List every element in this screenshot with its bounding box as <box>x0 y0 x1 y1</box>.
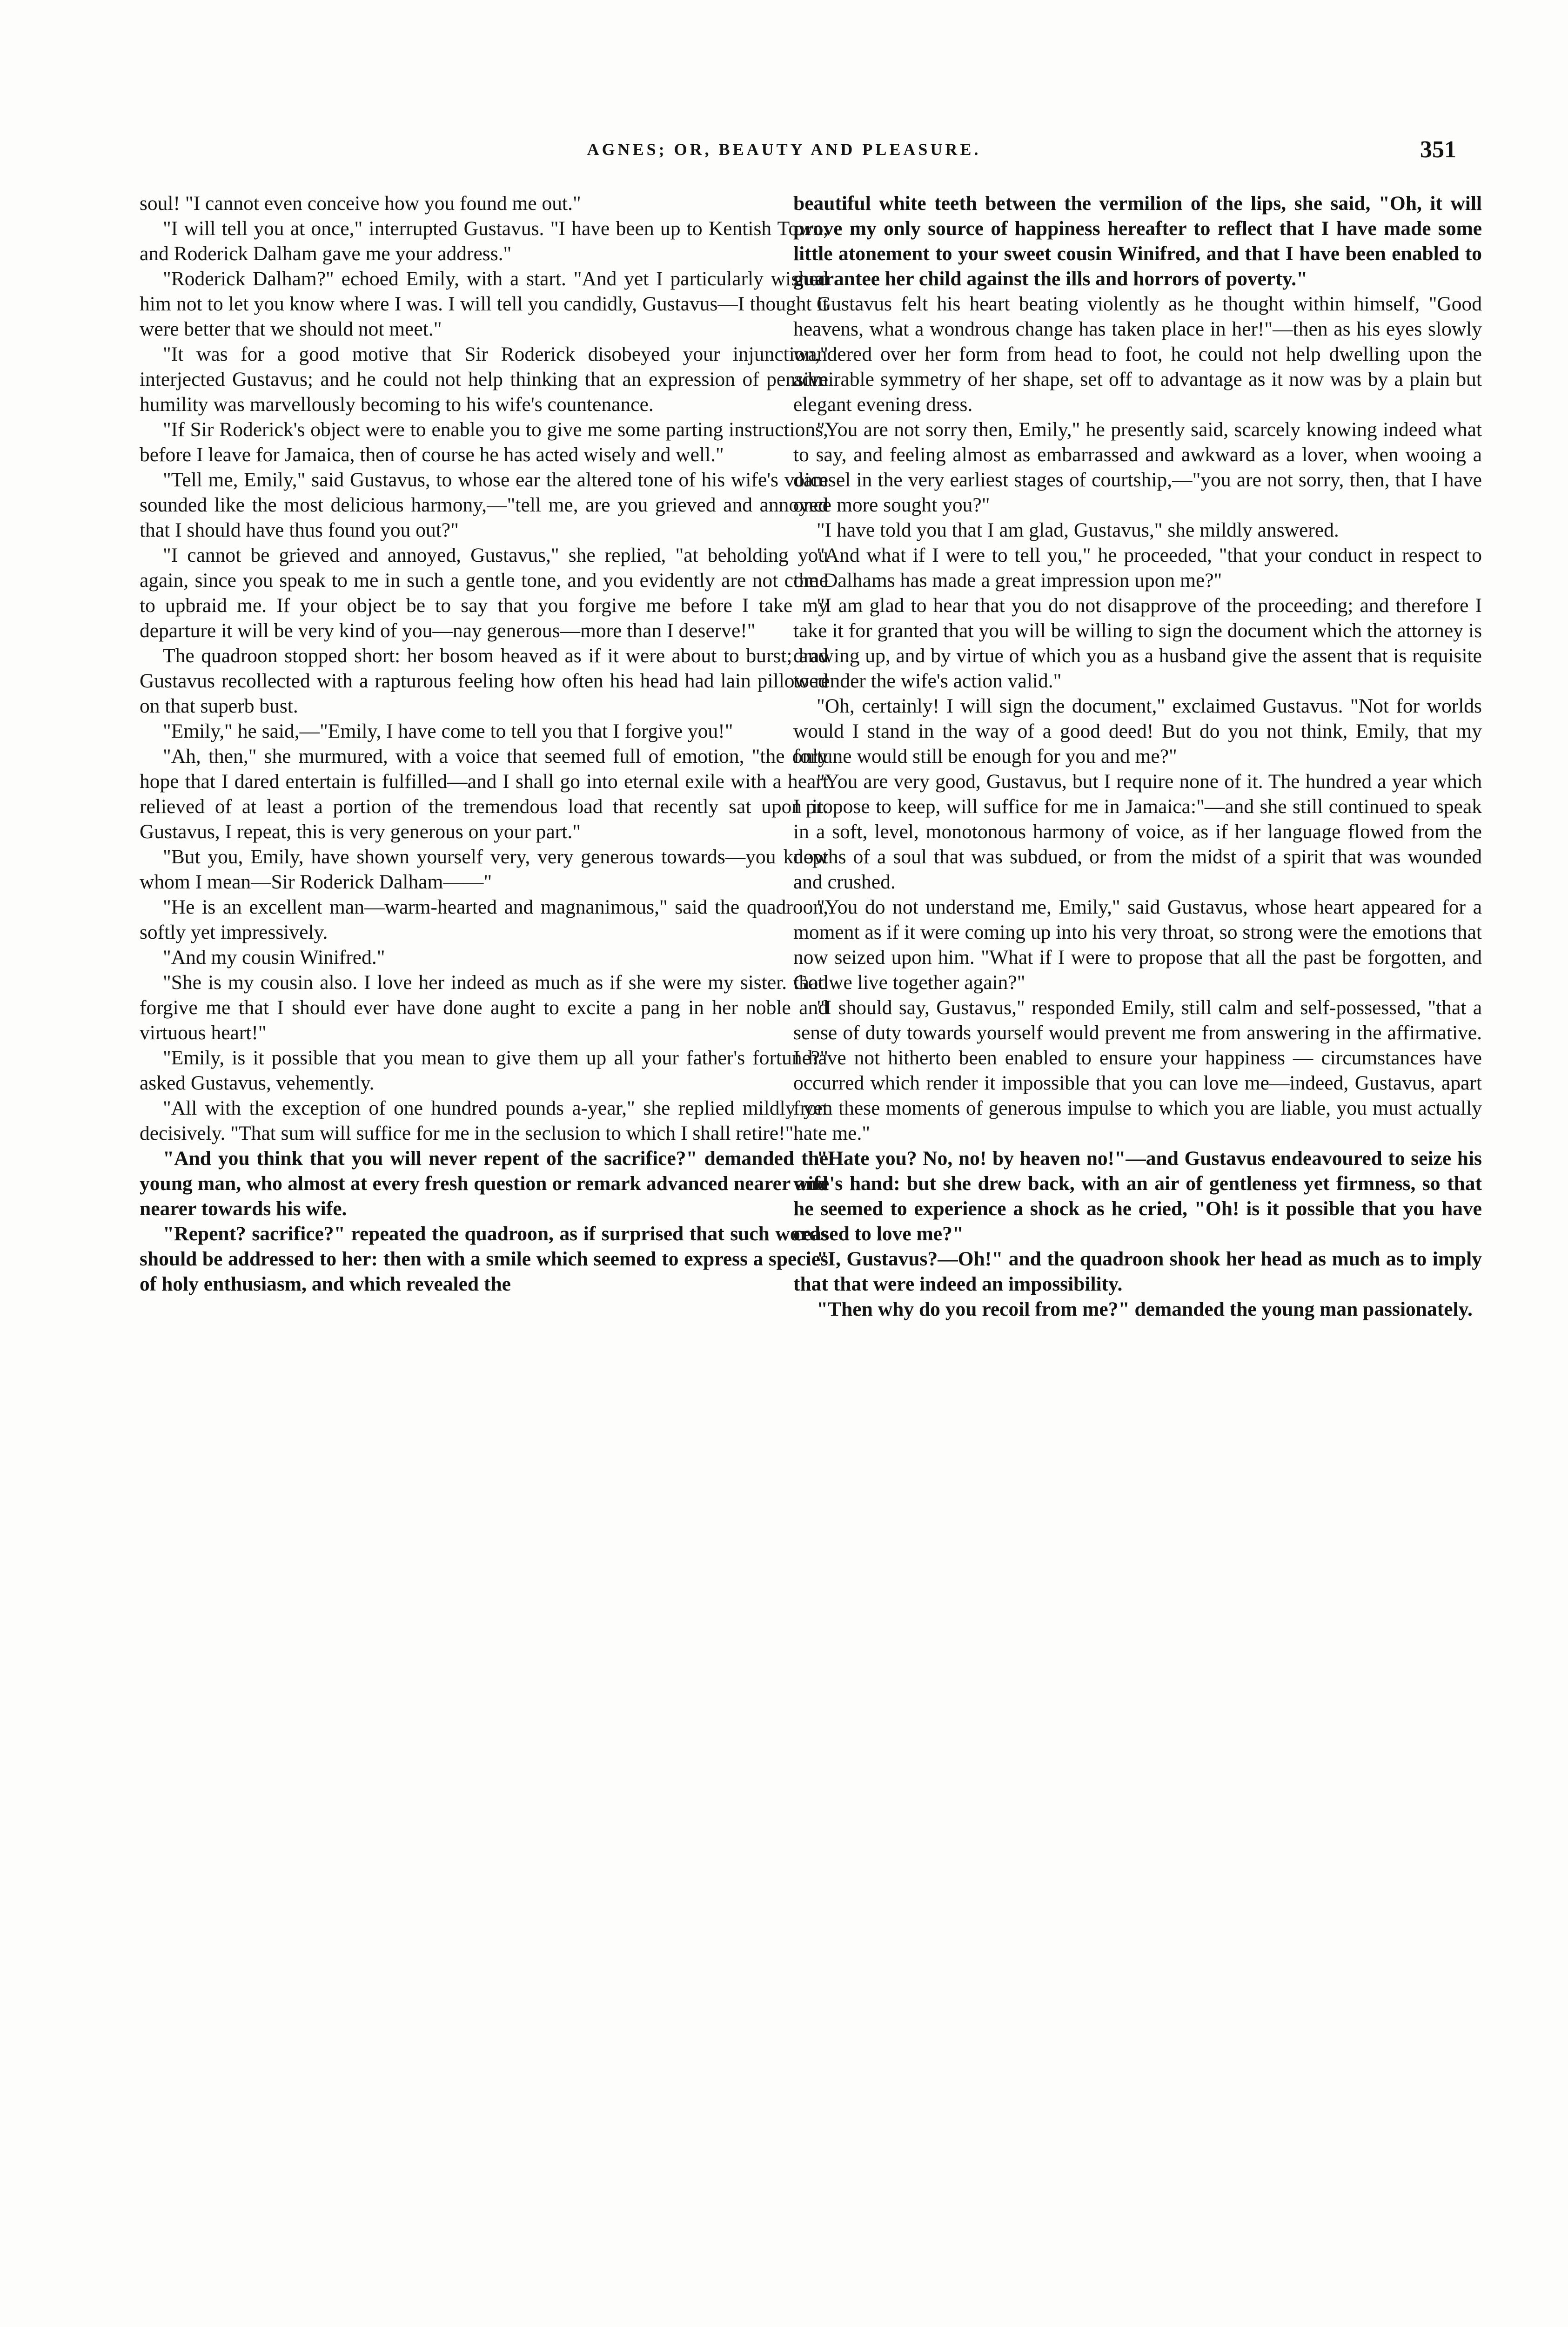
paragraph: "I am glad to hear that you do not disapprove of the proceeding; and therefore I take it for granted that you will be willing to sign the document which the attorney is drawing up, and by virtue of which you as a husband give the assent that is requisite to render the wife's action valid." <box>793 594 1482 692</box>
paragraph: "She is my cousin also. I love her indeed as much as if she were my sister. God forgive me that I should ever have done aught to excite a pang in her noble and virtuous heart!" <box>140 971 828 1044</box>
running-title: AGNES; OR, BEAUTY AND PLEASURE. <box>587 140 981 159</box>
page-number: 351 <box>1420 136 1456 163</box>
paragraph: "Repent? sacrifice?" repeated the quadroon, as if surprised that such words should be addressed to her: then with a smile which seemed to express a species of holy enthusiasm, and which revealed the <box>140 1223 828 1295</box>
paragraph: "And you think that you will never repent of the sacrifice?" demanded the young man, who almost at every fresh question or remark advanced nearer and nearer towards his wife. <box>140 1147 828 1220</box>
paragraph: Gustavus felt his heart beating violently as he thought within himself, "Good heavens, what a wondrous change has taken place in her!"—then as his eyes slowly wandered over her form from head to foot, he could not help dwelling upon the admirable symmetry of her shape, set off to advantage as it now was by a plain but elegant evening dress. <box>793 293 1482 416</box>
paragraph: "I, Gustavus?—Oh!" and the quadroon shook her head as much as to imply that that were indeed an impossibility. <box>793 1248 1482 1295</box>
left-text-column <box>140 191 828 2304</box>
paragraph: "It was for a good motive that Sir Roderick disobeyed your injunction," interjected Gustavus; and he could not help thinking that an expression of pensive humility was marvellously becoming to his wife's countenance. <box>140 343 828 416</box>
paragraph: "But you, Emily, have shown yourself very, very generous towards—you know whom I mean—Sir Roderick Dalham——" <box>140 846 828 893</box>
paragraph: "Tell me, Emily," said Gustavus, to whose ear the altered tone of his wife's voice sounded like the most delicious harmony,—"tell me, are you grieved and annoyed that I should have thus found you out?" <box>140 469 828 541</box>
right-text-column <box>793 191 1482 2304</box>
paragraph: "You are very good, Gustavus, but I require none of it. The hundred a year which I propose to keep, will suffice for me in Jamaica:"—and she still continued to speak in a soft, level, monotonous harmony of voice, as if her language flowed from the depths of a soul that was subdued, or from the midst of a spirit that was wounded and crushed. <box>793 770 1482 893</box>
paragraph: "And my cousin Winifred." <box>163 946 385 968</box>
paragraph: "Roderick Dalham?" echoed Emily, with a start. "And yet I particularly wished him not to let you know where I was. I will tell you candidly, Gustavus—I thought it were better that we should not meet." <box>140 268 828 340</box>
paragraph: "I have told you that I am glad, Gustavus," she mildly answered. <box>817 519 1339 541</box>
paragraph: "I should say, Gustavus," responded Emily, still calm and self-possessed, "that a sense of duty towards yourself would prevent me from answering in the affirmative. I have not hitherto been enabled to ensure your happiness — circumstances have occurred which render it impossible that you can love me—indeed, Gustavus, apart from these moments of generous impulse to which you are liable, you must actually hate me." <box>793 996 1482 1144</box>
paragraph: "He is an excellent man—warm-hearted and magnanimous," said the quadroon, softly yet impressively. <box>140 896 828 943</box>
paragraph: "I will tell you at once," interrupted Gustavus. "I have been up to Kentish Town, and Roderick Dalham gave me your address." <box>140 217 828 265</box>
paragraph: "You are not sorry then, Emily," he presently said, scarcely knowing indeed what to say, and feeling almost as embarrassed and awkward as a lover, when wooing a damsel in the very earliest stages of courtship,—"you are not sorry, then, that I have once more sought you?" <box>793 418 1482 516</box>
paragraph: "I cannot be grieved and annoyed, Gustavus," she replied, "at beholding you again, since you speak to me in such a gentle tone, and you evidently are not come to upbraid me. If your object be to say that you forgive me before I take my departure it will be very kind of you—nay generous—more than I deserve!" <box>140 544 828 642</box>
paragraph: "You do not understand me, Emily," said Gustavus, whose heart appeared for a moment as if it were coming up into his very throat, so strong were the emotions that now seized upon him. "What if I were to propose that all the past be forgotten, and that we live together again?" <box>793 896 1482 994</box>
paragraph: "Oh, certainly! I will sign the document," exclaimed Gustavus. "Not for worlds would I stand in the way of a good deed! But do you not think, Emily, that my fortune would still be enough for you and me?" <box>793 695 1482 767</box>
paragraph: "All with the exception of one hundred pounds a-year," she replied mildly yet decisively. "That sum will suffice for me in the seclusion to which I shall retire!" <box>140 1097 828 1144</box>
paragraph: "Then why do you recoil from me?" demanded the young man passionately. <box>817 1298 1473 1320</box>
paragraph: "Hate you? No, no! by heaven no!"—and Gustavus endeavoured to seize his wife's hand: but she drew back, with an air of gentleness yet firmness, so that he seemed to experience a shock as he cried, "Oh! is it possible that you have ceased to love me?" <box>793 1147 1482 1245</box>
paragraph: soul! "I cannot even conceive how you found me out." <box>140 192 581 215</box>
paragraph: "Ah, then," she murmured, with a voice that seemed full of emotion, "the only hope that I dared entertain is fulfilled—and I shall go into eternal exile with a heart relieved of at least a portion of the tremendous load that recently sat upon it. Gustavus, I repeat, this is very generous on your part." <box>140 745 828 843</box>
paragraph: "Emily, is it possible that you mean to give them up all your father's fortune?" asked Gustavus, vehemently. <box>140 1047 828 1094</box>
paragraph: "And what if I were to tell you," he proceeded, "that your conduct in respect to the Dalhams has made a great impression upon me?" <box>793 544 1482 592</box>
paragraph: "If Sir Roderick's object were to enable you to give me some parting instructions, before I leave for Jamaica, then of course he has acted wisely and well." <box>140 418 828 466</box>
paragraph: "Emily," he said,—"Emily, I have come to tell you that I forgive you!" <box>163 720 733 742</box>
running-head <box>112 136 1456 168</box>
paragraph: beautiful white teeth between the vermilion of the lips, she said, "Oh, it will prove my only source of happiness hereafter to reflect that I have made some little atonement to your sweet cousin Winifred, and that I have been enabled to guarantee her child against the ills and horrors of poverty." <box>793 192 1482 290</box>
paragraph: The quadroon stopped short: her bosom heaved as if it were about to burst; and Gustavus recollected with a rapturous feeling how often his head had lain pillowed on that superb bust. <box>140 645 828 717</box>
